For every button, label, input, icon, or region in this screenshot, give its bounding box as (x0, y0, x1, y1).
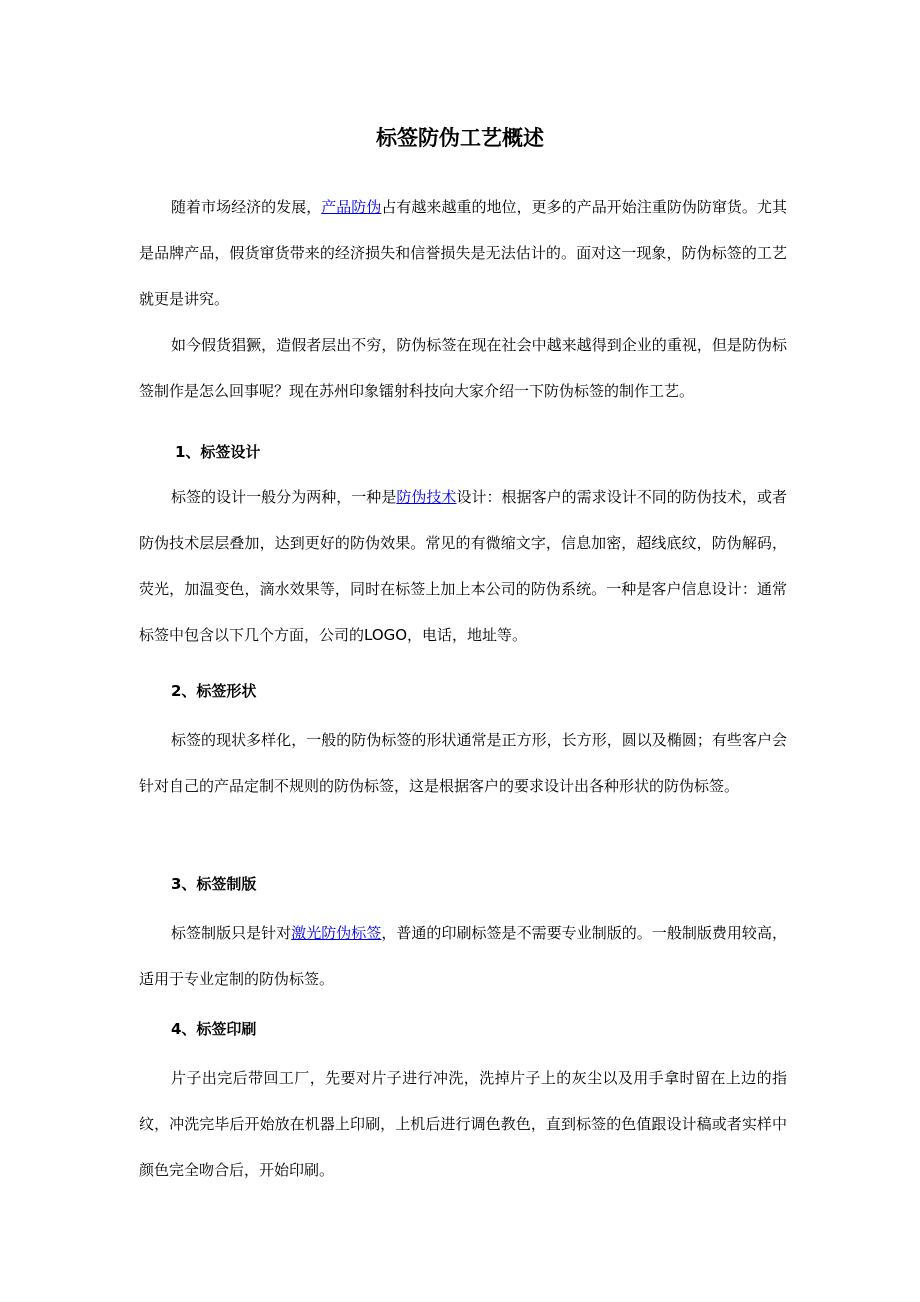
design-text-before: 标签的设计一般分为两种，一种是 (171, 488, 397, 506)
section-body-plate (139, 910, 787, 1002)
plate-text-after: ，普通的印刷标签是不需要专业制版的。一般制版费用较高，适用于专业定制的防伪标签。 (139, 924, 787, 988)
section-heading-plate: 3、标签制版 (171, 875, 257, 893)
intro-paragraph-1 (139, 184, 787, 322)
section-heading-shape: 2、标签形状 (171, 682, 257, 700)
section-body-shape: 标签的现状多样化，一般的防伪标签的形状通常是正方形，长方形，圆以及椭圆；有些客户会针对自己的产品定制不规则的防伪标签，这是根据客户的要求设计出各种形状的防伪标签。 (139, 731, 787, 795)
intro-text-after: 占有越来越重的地位，更多的产品开始注重防伪防窜货。尤其是品牌产品，假货窜货带来的经济损失和信誉损失是无法估计的。面对这一现象，防伪标签的工艺就更是讲究。 (139, 198, 787, 308)
section-body-print: 片子出完后带回工厂，先要对片子进行冲洗，洗掉片子上的灰尘以及用手拿时留在上边的指纹，冲洗完毕后开始放在机器上印刷，上机后进行调色教色，直到标签的色值跟设计稿或者实样中颜色完全吻合后，开始印刷。 (139, 1069, 787, 1179)
intro-paragraph-2: 如今假货猖獗，造假者层出不穷，防伪标签在现在社会中越来越得到企业的重视，但是防伪标签制作是怎么回事呢？现在苏州印象镭射科技向大家介绍一下防伪标签的制作工艺。 (139, 336, 787, 400)
design-text-after: 设计：根据客户的需求设计不同的防伪技术，或者防伪技术层层叠加，达到更好的防伪效果。常见的有微缩文字，信息加密，超线底纹，防伪解码，荧光，加温变色，滴水效果等，同时在标签上加上本公司的防伪系统。一种是客户信息设计：通常标签中包含以下几个方面，公司的LOGO，电话，地址等。 (139, 488, 787, 644)
plate-text-before: 标签制版只是针对 (171, 924, 292, 942)
anticounterfeit-tech-link[interactable]: 防伪技术 (396, 488, 457, 506)
laser-label-link[interactable]: 激光防伪标签 (291, 924, 382, 942)
section-body-design (139, 474, 787, 658)
product-anticounterfeit-link[interactable]: 产品防伪 (321, 198, 382, 216)
page-title: 标签防伪工艺概述 (376, 126, 544, 150)
section-heading-print: 4、标签印刷 (171, 1020, 257, 1038)
intro-text-before: 随着市场经济的发展， (171, 198, 322, 216)
section-heading-design: 1、标签设计 (175, 443, 261, 461)
